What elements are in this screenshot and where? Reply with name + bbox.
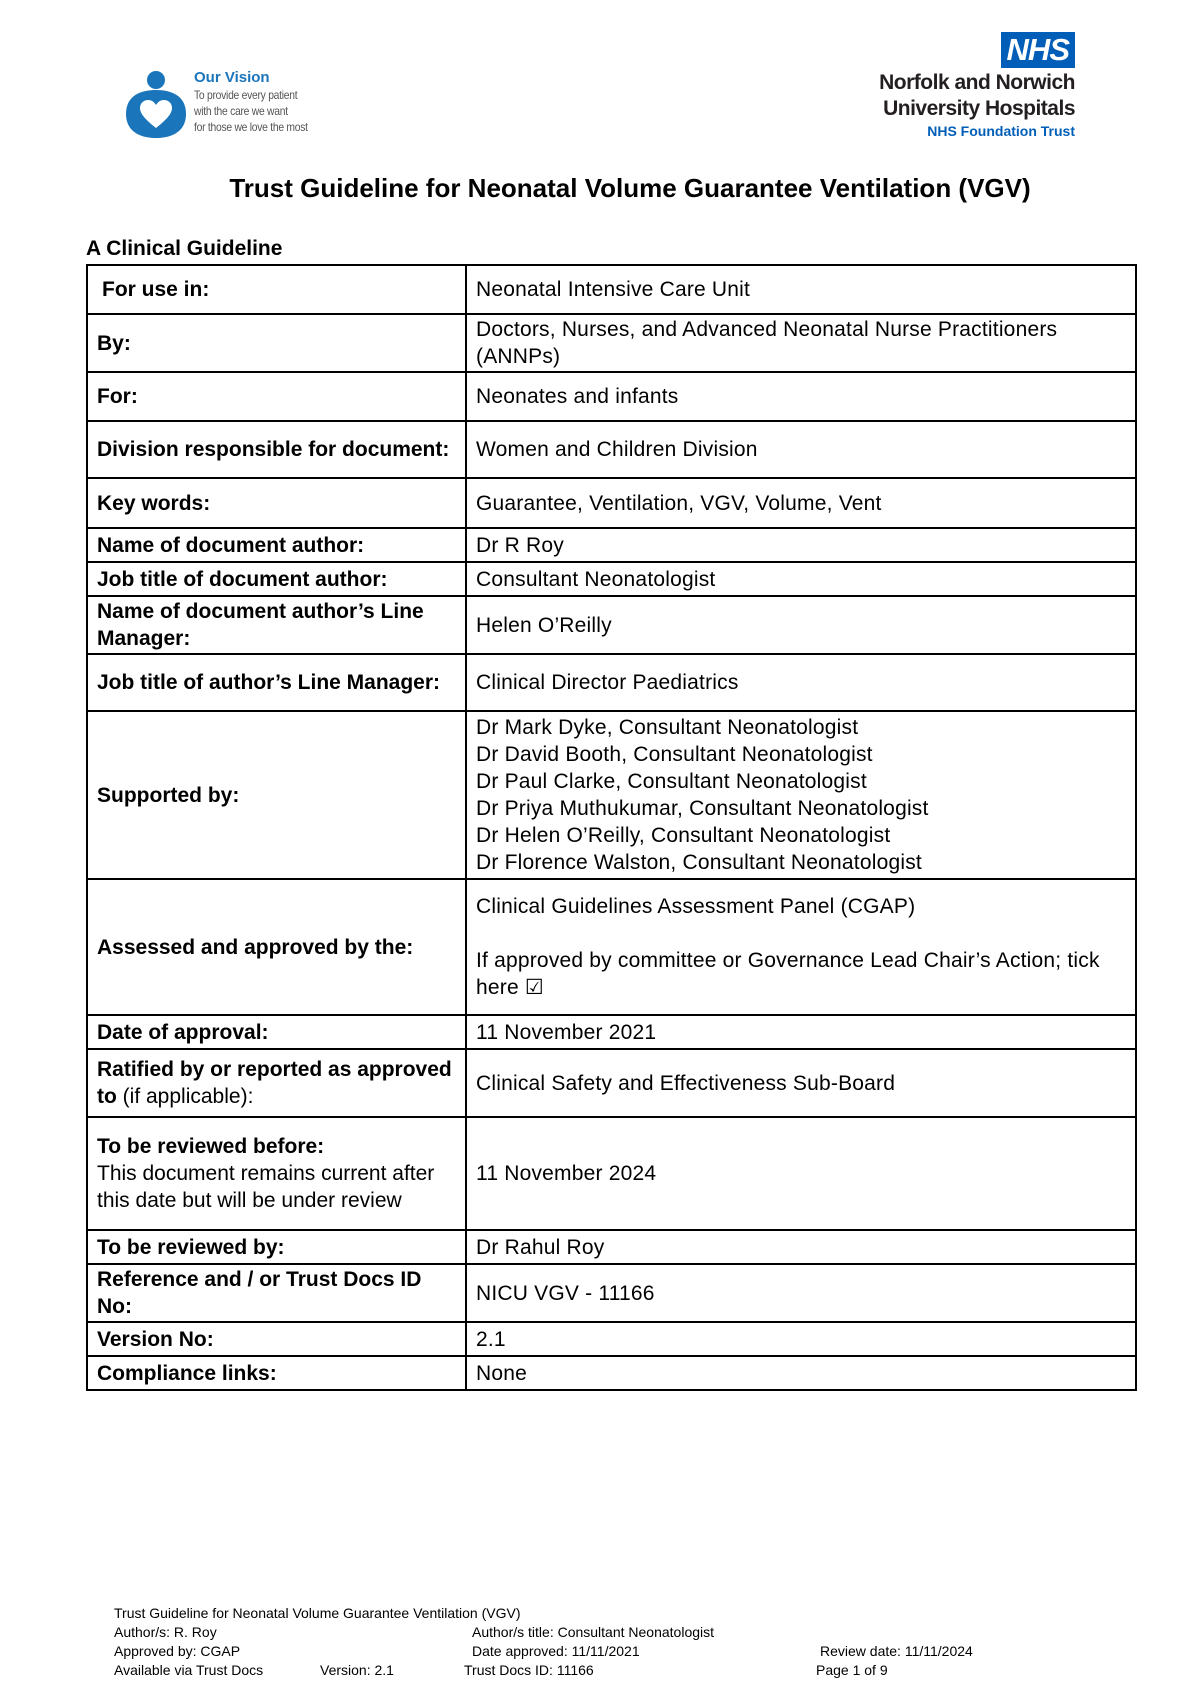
vision-line-3: for those we love the most <box>194 120 308 134</box>
table-row <box>87 879 1136 1015</box>
supporter-name: Dr Priya Muthukumar, Consultant Neonatologist <box>476 797 929 820</box>
footer-authors: Author/s: R. Roy <box>114 1624 217 1640</box>
row-value: Dr Rahul Roy <box>466 1230 1136 1264</box>
family-heart-icon <box>120 70 188 140</box>
assessed-note: If approved by committee or Governance Lead Chair’s Action; tick here ☑ <box>476 949 1100 999</box>
supporter-name: Dr Paul Clarke, Consultant Neonatologist <box>476 770 867 793</box>
page-footer <box>114 1604 1014 1680</box>
row-value: 11 November 2024 <box>466 1117 1136 1230</box>
table-row <box>87 478 1136 528</box>
table-row <box>87 1049 1136 1117</box>
footer-review-date: Review date: 11/11/2024 <box>820 1643 973 1659</box>
vision-line-2: with the care we want <box>194 104 288 118</box>
table-row <box>87 1015 1136 1049</box>
table-row <box>87 528 1136 562</box>
row-label: Ratified by or reported as approved to <box>97 1058 452 1108</box>
row-label: To be reviewed before: <box>97 1135 325 1158</box>
footer-title: Trust Guideline for Neonatal Volume Guarantee Ventilation (VGV) <box>114 1605 521 1621</box>
row-label: For use in: <box>87 265 466 314</box>
supporter-name: Dr David Booth, Consultant Neonatologist <box>476 743 873 766</box>
nhs-org-line-1: Norfolk and Norwich <box>879 71 1075 94</box>
table-row <box>87 1264 1136 1322</box>
row-value: 2.1 <box>466 1322 1136 1356</box>
review-note: This document remains current after this date but will be under review <box>97 1162 435 1212</box>
table-row <box>87 654 1136 711</box>
row-value: Consultant Neonatologist <box>466 562 1136 596</box>
table-row <box>87 1117 1136 1230</box>
row-label: Division responsible for document: <box>87 421 466 478</box>
row-label: Job title of document author: <box>87 562 466 596</box>
table-row <box>87 265 1136 314</box>
row-value: Helen O’Reilly <box>466 596 1136 654</box>
row-label: Compliance links: <box>87 1356 466 1390</box>
row-value: Doctors, Nurses, and Advanced Neonatal Nurse Practitioners (ANNPs) <box>466 314 1136 372</box>
footer-available: Available via Trust Docs <box>114 1662 264 1678</box>
row-label-suffix: (if applicable): <box>122 1085 254 1108</box>
supporter-name: Dr Helen O’Reilly, Consultant Neonatologist <box>476 824 891 847</box>
table-row <box>87 372 1136 421</box>
table-row <box>87 421 1136 478</box>
vision-title: Our Vision <box>194 69 270 86</box>
document-subtitle: A Clinical Guideline <box>86 237 283 260</box>
table-row <box>87 1322 1136 1356</box>
nhs-trust-logo <box>879 32 1075 140</box>
row-value: Neonatal Intensive Care Unit <box>466 265 1136 314</box>
supported-by-list <box>466 711 1136 879</box>
row-label: Name of document author: <box>87 528 466 562</box>
row-value: NICU VGV - 11166 <box>466 1264 1136 1322</box>
nhs-badge: NHS <box>1001 32 1075 68</box>
row-label: Version No: <box>87 1322 466 1356</box>
document-title: Trust Guideline for Neonatal Volume Guarantee Ventilation (VGV) <box>229 173 1031 203</box>
table-row <box>87 314 1136 372</box>
row-label: Supported by: <box>87 711 466 879</box>
row-label: Date of approval: <box>87 1015 466 1049</box>
nhs-org-line-2: University Hospitals <box>883 97 1075 120</box>
row-value: None <box>466 1356 1136 1390</box>
assessed-value: Clinical Guidelines Assessment Panel (CGAP) <box>476 895 916 918</box>
row-label: Job title of author’s Line Manager: <box>87 654 466 711</box>
row-value: 11 November 2021 <box>466 1015 1136 1049</box>
footer-approved-by: Approved by: CGAP <box>114 1643 241 1659</box>
table-row <box>87 711 1136 879</box>
footer-version: Version: 2.1 <box>320 1662 394 1678</box>
document-info-table <box>86 264 1137 1391</box>
row-label: For: <box>87 372 466 421</box>
supporter-name: Dr Mark Dyke, Consultant Neonatologist <box>476 716 859 739</box>
table-row <box>87 562 1136 596</box>
row-value: Dr R Roy <box>466 528 1136 562</box>
row-label: Assessed and approved by the: <box>87 879 466 1015</box>
footer-author-title: Author/s title: Consultant Neonatologist <box>472 1624 715 1640</box>
our-vision-logo <box>120 66 360 146</box>
review-before-label-cell <box>87 1117 466 1230</box>
row-value: Clinical Safety and Effectiveness Sub-Board <box>466 1049 1136 1117</box>
table-row <box>87 1356 1136 1390</box>
row-label: Name of document author’s Line Manager: <box>87 596 466 654</box>
footer-docs-id: Trust Docs ID: 11166 <box>464 1662 594 1678</box>
row-value: Women and Children Division <box>466 421 1136 478</box>
supporter-name: Dr Florence Walston, Consultant Neonatologist <box>476 851 922 874</box>
table-row <box>87 596 1136 654</box>
row-value: Neonates and infants <box>466 372 1136 421</box>
row-label: To be reviewed by: <box>87 1230 466 1264</box>
footer-date-approved: Date approved: 11/11/2021 <box>472 1643 640 1659</box>
row-label: Key words: <box>87 478 466 528</box>
footer-page-number: Page 1 of 9 <box>816 1662 888 1678</box>
ratified-label-cell <box>87 1049 466 1117</box>
nhs-foundation-trust: NHS Foundation Trust <box>927 123 1075 139</box>
row-value: Clinical Director Paediatrics <box>466 654 1136 711</box>
row-label: Reference and / or Trust Docs ID No: <box>87 1264 466 1322</box>
assessed-cell <box>466 879 1136 1015</box>
table-row <box>87 1230 1136 1264</box>
row-value: Guarantee, Ventilation, VGV, Volume, Vent <box>466 478 1136 528</box>
row-label: By: <box>87 314 466 372</box>
vision-line-1: To provide every patient <box>194 88 298 102</box>
